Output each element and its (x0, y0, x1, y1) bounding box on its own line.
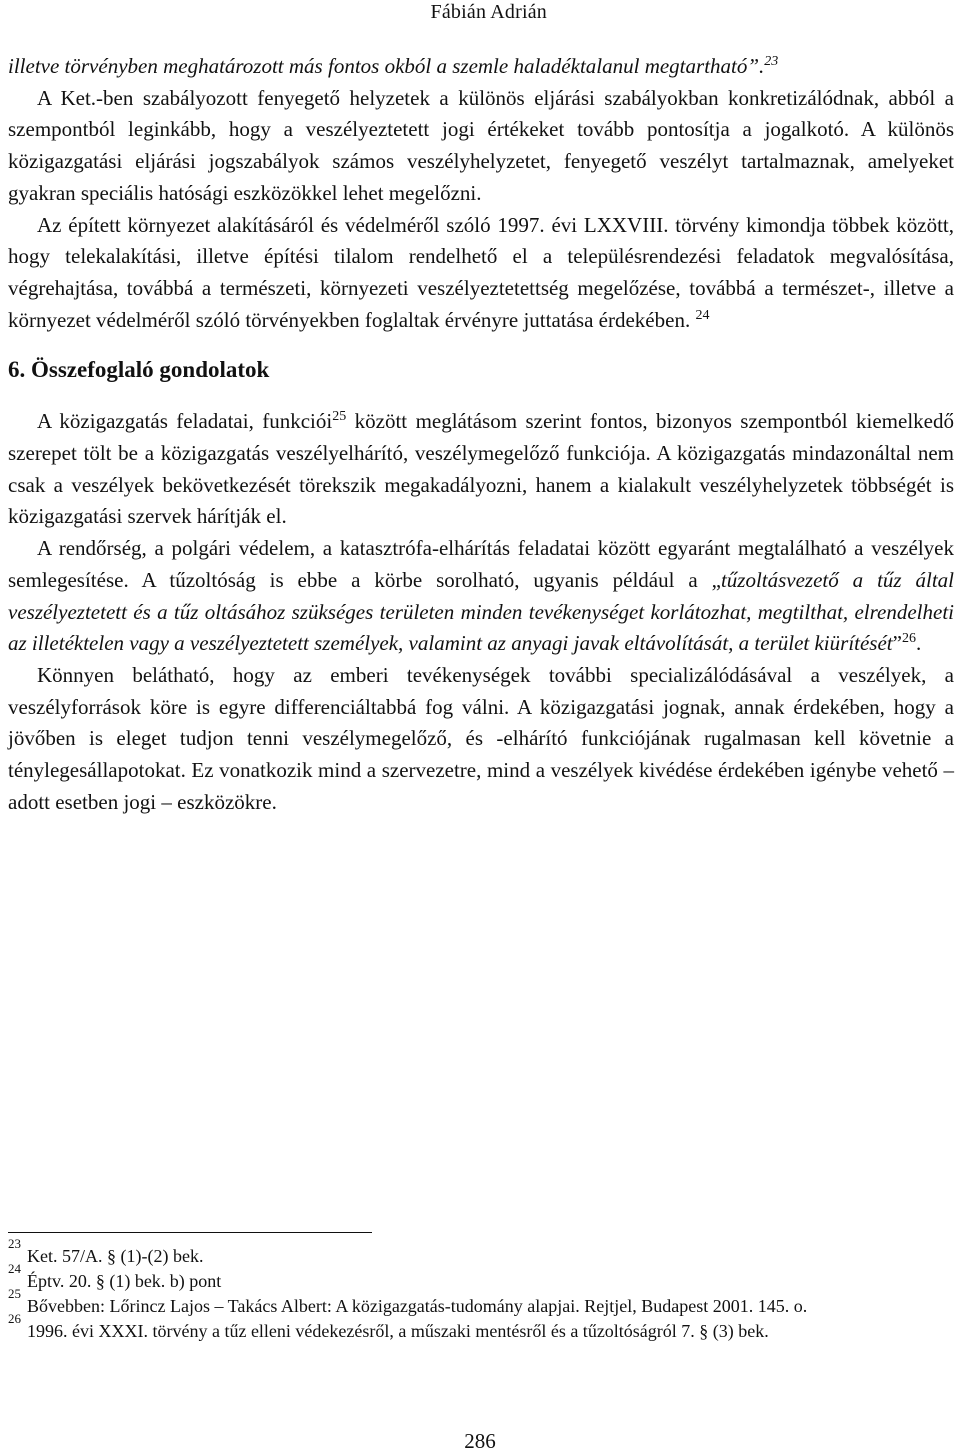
footnote-23 (8, 1236, 954, 1269)
paragraph-ket: A Ket.-ben szabályozott fenyegető helyzetek a különös eljárási szabályokban konkretizálódnak, abból a szempontból leginkább, hogy a veszélyeztetett jogi értékeket tovább pontosítja a jogalkotó. A különös közigazgatási eljárási jogszabályok számos veszélyhelyzetet, fenyegető veszélyt tartalmaznak, amelyeket gyakran speciális hatósági eszközökkel lehet megelőzni. (8, 85, 954, 205)
paragraph-summary-2 (8, 533, 954, 660)
footnote-separator (8, 1232, 372, 1233)
footnote-number: 25 (8, 1286, 21, 1301)
p1-text: illetve törvényben meghatározott más fontos okból a szemle haladéktalanul megtartható”. (8, 54, 765, 78)
paragraph-continued-quote (8, 51, 954, 83)
paragraph-summary-3: Könnyen belátható, hogy az emberi tevékenységek további specializálódásával a veszélyek, a veszélyforrások köre is egyre differenciáltabbá fog válni. A közigazgatási jognak, annak érdekében, hogy a jövőben is eleget tudjon tenni veszélymegelőző, és -elhárító funkciójának rugalmasan kell követnie a ténylegesállapotokat. Ez vonatkozik mind a szervezetre, mind a veszélyek kivédése érdekében igénybe vehető – adott esetben jogi – eszközökre. (8, 662, 954, 814)
p5-text-a: A rendőrség, a polgári védelem, a katasztrófa-elhárítás feladatai között egyaránt megtalálható a veszélyek semlegesítése. A tűzoltóság is ebbe a körbe sorolható, ugyanis például a „ (8, 536, 954, 592)
paragraph-eptv (8, 210, 954, 337)
p4-text-a: A közigazgatás feladatai, funkciói (37, 409, 333, 434)
p5-close-quote: ” (892, 631, 902, 656)
footnote-26 (8, 1311, 954, 1344)
footnote-number: 23 (8, 1236, 21, 1251)
running-header: Fábián Adrián (430, 1, 547, 23)
footnote-text: Ket. 57/A. § (1)-(2) bek. (27, 1246, 204, 1266)
quote-text: tűzoltásvezető a tűz által veszélyeztetett és a tűz oltásához szükséges területen minden tevékenységet korlátozhat, megtilthat, elrendelheti az illetéktelen vagy a veszélyeztetett személyek, valamint az anyagi javak eltávolítását, a terület kiürítését (8, 567, 955, 656)
footnote-25 (8, 1286, 954, 1319)
footnote-text: 1996. évi XXXI. törvény a tűz elleni védekezésről, a műszaki mentésről és a tűzoltóságról 7. § (3) bek. (27, 1321, 769, 1341)
footnote-24 (8, 1261, 954, 1294)
footnote-text: Bővebben: Lőrincz Lajos – Takács Albert: A közigazgatás-tudomány alapjai. Rejtjel, Budapest 2001. 145. o. (27, 1296, 808, 1316)
p3-text: Az épített környezet alakításáról és védelméről szóló 1997. évi LXXVIII. törvény kimondja többek között, hogy telekalakítási, illetve építési tilalom rendelhető el a településrendezési feladatok megvalósítása, végrehajtása, továbbá a természeti, környezeti veszélyeztetettség megelőzése, továbbá a természet-, illetve a környezet védelméről szóló törvényekben foglaltak érvényre juttatása érdekében. (8, 212, 954, 332)
footnotes (8, 1236, 954, 1344)
page-number: 286 (464, 1429, 496, 1453)
footnote-ref-26[interactable]: 26 (901, 631, 916, 647)
footnote-number: 24 (8, 1261, 21, 1276)
p5-text-c: . (915, 631, 922, 656)
main-text (8, 51, 954, 818)
footnote-ref-24[interactable]: 24 (695, 307, 710, 323)
p4-text-b: között meglátásom szerint fontos, bizonyos szempontból kiemelkedő szerepet tölt be a közigazgatás veszélyelhárító, veszélymegelőző funkciója. A közigazgatás mindazonáltal nem csak a veszélyek bekövetkezését törekszik megakadályozni, hanem a kialakult veszélyhelyzetek többségét is közigazgatási szervek hárítják el. (8, 409, 954, 529)
footnote-number: 26 (8, 1311, 21, 1326)
section-heading: 6. Összefoglaló gondolatok (8, 357, 270, 383)
paragraph-summary-1 (8, 406, 954, 533)
footnote-ref-25[interactable]: 25 (332, 409, 347, 425)
footnote-ref-23[interactable]: 23 (764, 54, 779, 69)
footnote-text: Éptv. 20. § (1) bek. b) pont (27, 1271, 222, 1291)
